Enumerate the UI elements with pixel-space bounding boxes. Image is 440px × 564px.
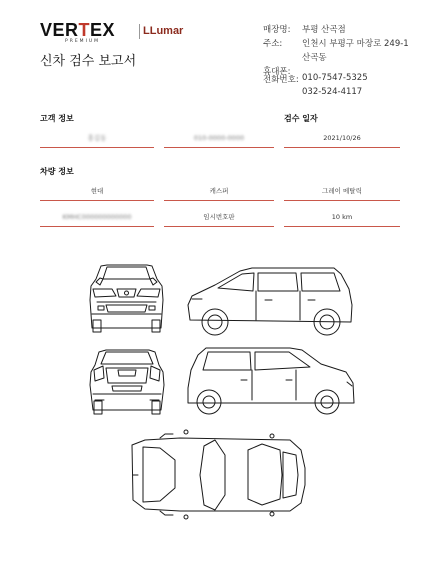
inspection-date-value: 2021/10/26 [323,134,361,142]
logo-brand: LLumar [143,25,184,37]
customer-name-value: 홍길동 [87,134,107,142]
car-top-view [132,430,305,519]
vehicle-color-value: 그레이 메탈릭 [322,187,362,195]
car-front-view [90,265,163,332]
car-rear-view [90,350,164,414]
vehicle-section-label: 차량 정보 [40,167,74,176]
vehicle-model-value: 캐스퍼 [209,187,229,195]
car-side-view-right [188,268,352,335]
car-side-view-left [188,348,354,414]
page-title: 신차 검수 보고서 [40,54,137,69]
logo-wordmark: VERTEX [40,20,116,40]
vehicle-plate-value: 임시번호판 [203,213,235,221]
vehicle-mileage-value: 10 km [331,213,353,221]
logo-premium: PREMIUM [65,39,101,44]
inspection-report-page: VERTEX PREMIUM LLumar 신차 검수 보고서 매장명: 부평 산곡점 주소: 인천시 부평구 마장로 249-1 산곡동 휴대폰: 전화번호: 010-7547-5325 032-524-4117 고객 정보 검수 일자 홍길동 010-0000-0000 2021/10/26 차량 정보 현대 캐스퍼 그레이 메탈릭 KMHC000000000000 임시번호판 10 km [0,0,440,564]
vehicle-maker-value: 현대 [90,187,104,195]
customer-phone-value: 010-0000-0000 [193,134,245,142]
inspection-date-label: 검수 일자 [284,114,318,123]
vehicle-vin-value: KMHC000000000000 [62,213,132,221]
customer-section-label: 고객 정보 [40,114,74,123]
